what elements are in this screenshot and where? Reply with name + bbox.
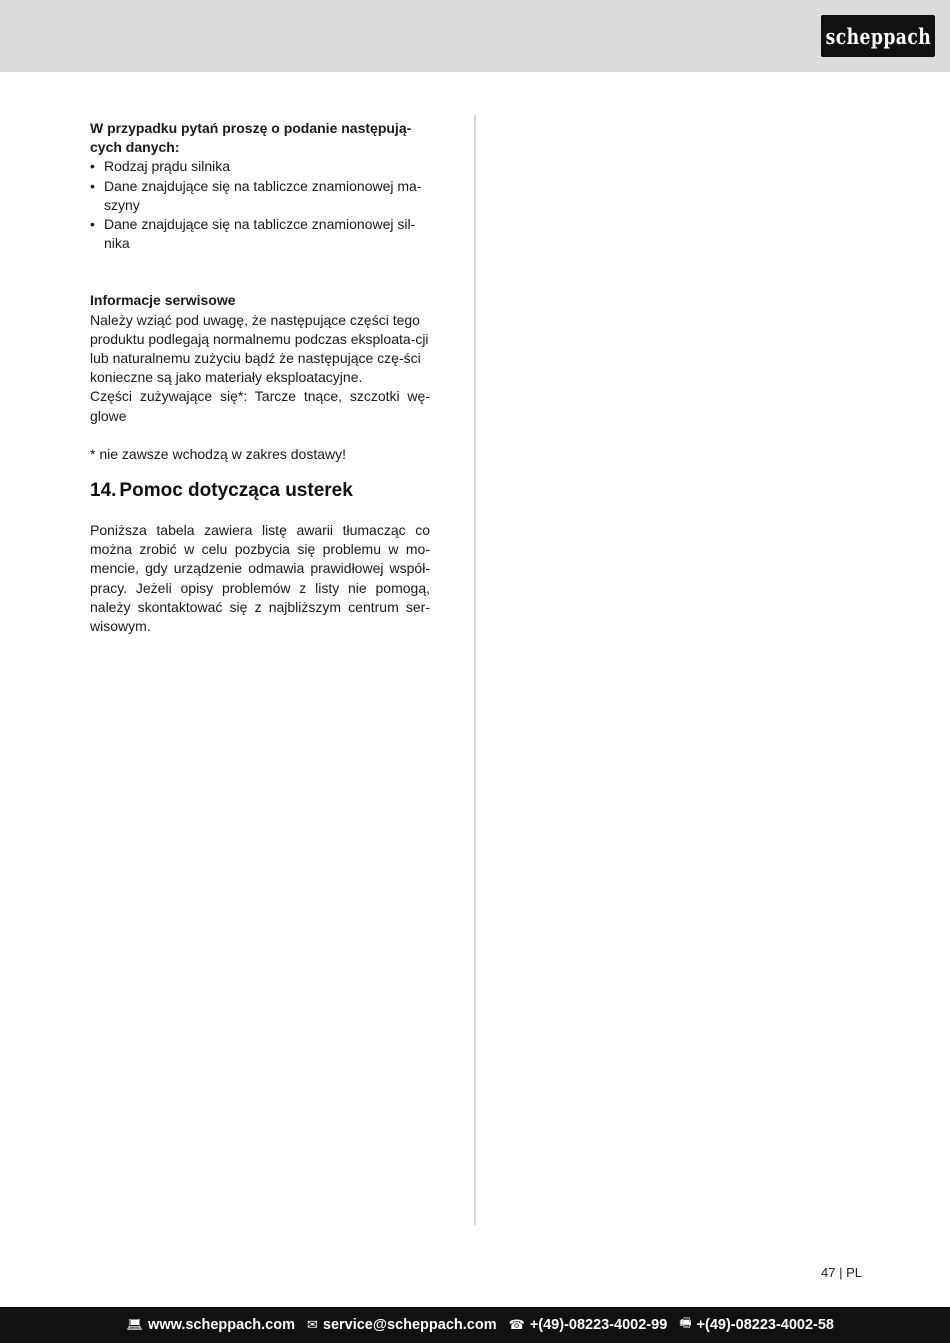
scheppach-logo bbox=[821, 15, 935, 57]
list-item: • Rodzaj prądu silnika bbox=[90, 157, 430, 176]
fax-number: +(49)-08223-4002-58 bbox=[696, 1317, 834, 1333]
phone-icon: ☎︎ bbox=[508, 1317, 525, 1332]
computer-icon: 💻︎ bbox=[126, 1317, 144, 1332]
email-link[interactable]: service@scheppach.com bbox=[322, 1317, 497, 1333]
left-column bbox=[90, 119, 430, 636]
section-heading bbox=[90, 479, 430, 503]
fax-icon: 🖷︎ bbox=[679, 1315, 692, 1330]
service-info-heading: Informacje serwisowe bbox=[90, 292, 236, 309]
delivery-footnote: * nie zawsze wchodzą w zakres dostawy! bbox=[90, 445, 346, 462]
list-item: • Dane znajdujące się na tabliczce znamionowej ma-szyny bbox=[90, 177, 430, 215]
column-divider bbox=[474, 115, 476, 1225]
footer-fax bbox=[679, 1314, 834, 1336]
header-band bbox=[0, 0, 950, 72]
phone-number[interactable]: +(49)-08223-4002-99 bbox=[529, 1317, 668, 1333]
required-data-list bbox=[90, 157, 430, 253]
section-title: Pomoc dotycząca usterek bbox=[119, 480, 353, 502]
footer-bar bbox=[0, 1307, 950, 1343]
list-item: • Dane znajdujące się na tabliczce znamionowej sil-nika bbox=[90, 215, 430, 253]
website-link[interactable]: www.scheppach.com bbox=[148, 1317, 295, 1333]
footer-email[interactable] bbox=[307, 1317, 497, 1333]
wear-parts-text: Części zużywające się*: Tarcze tnące, szczotki wę-glowe bbox=[90, 388, 430, 424]
troubleshooting-intro: Poniższa tabela zawiera listę awarii tłumacząc co można zrobić w celu pozbycia się problemu w mo-mencie, gdy urządzenie odmawia prawidłowej współ-pracy. Jeżeli opisy problemów z listy nie pomogą, należy skontaktować się z najbliższym centrum ser-wisowym. bbox=[90, 522, 430, 635]
service-info-body: Należy wziąć pod uwagę, że następujące części tego produktu podlegają normalnemu podczas eksploata-cji lub naturalnemu zużyciu bądź że następujące czę-ści konieczne są jako materiały eksploatacyjne. bbox=[90, 311, 429, 386]
mail-icon: ✉︎ bbox=[306, 1317, 318, 1332]
logo-text: scheppach bbox=[825, 23, 931, 49]
footer-phone[interactable] bbox=[509, 1317, 668, 1333]
section-number: 14. bbox=[90, 480, 117, 502]
page-number: 47 | PL bbox=[821, 1265, 862, 1280]
contact-info-heading: W przypadku pytań proszę o podanie następują-cych danych: bbox=[90, 120, 412, 156]
footer-website[interactable] bbox=[127, 1317, 295, 1333]
